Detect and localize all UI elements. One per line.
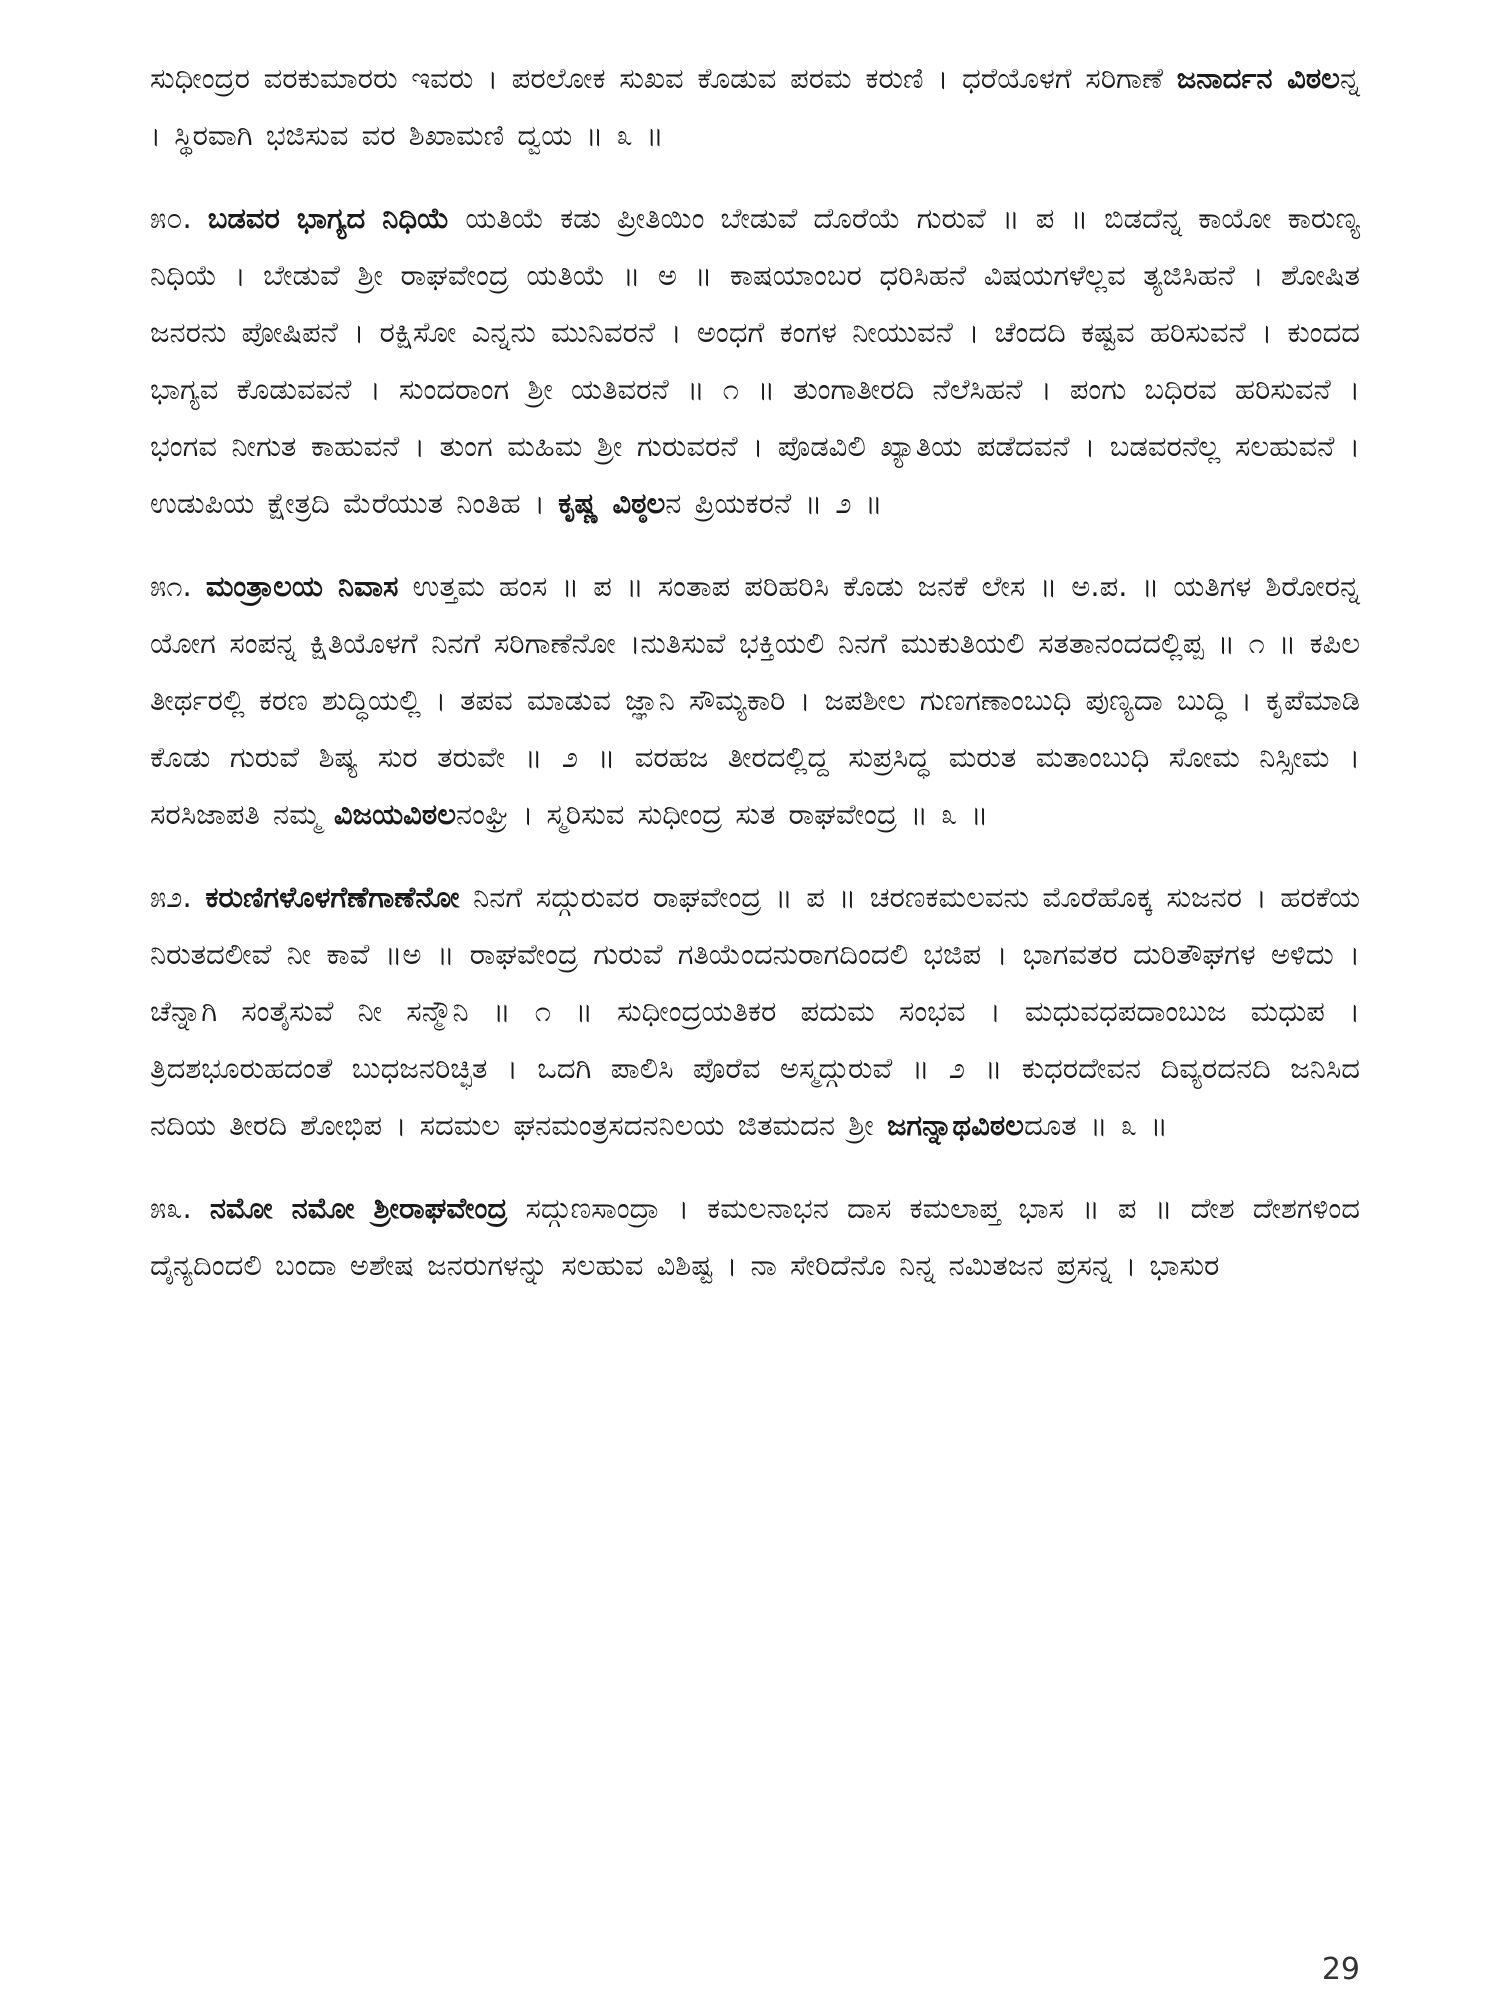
text-run: ದೂತ ॥ ೩ ॥ [1023, 1108, 1168, 1142]
text-run: ಸುಧೀಂದ್ರರ ವರಕುಮಾರರು ಇವರು । ಪರಲೋಕ ಸುಖವ ಕೊಡುವ ಪರಮ ಕರುಣಿ । ಧರೆಯೊಳಗೆ ಸರಿಗಾಣೆ [150, 61, 1177, 95]
paragraph [150, 869, 1360, 1154]
bold-text: ನಮೋ ನಮೋ ಶ್ರೀರಾಘವೇಂದ್ರ [209, 1191, 508, 1225]
text-run: ಉತ್ತಮ ಹಂಸ ॥ ಪ ॥ ಸಂತಾಪ ಪರಿಹರಿಸಿ ಕೊಡು ಜನಕೆ ಲೇಸ ॥ ಅ.ಪ. ॥ ಯತಿಗಳ ಶಿರೋರನ್ನ ಯೋಗ ಸಂಪನ್ನ ಕ್ಷಿತಿಯೊಳಗೆ ನಿನಗೆ ಸರಿಗಾಣೆನೋ ।ನುತಿಸುವೆ ಭಕ್ತಿಯಲಿ ನಿನಗೆ ಮುಕುತಿಯಲಿ ಸತತಾನಂದದಲ್ಲಿಪ್ಪ ॥ ೧ ॥ ಕಪಿಲ ತೀರ್ಥರಲ್ಲಿ ಕರಣ ಶುದ್ಧಿಯಲ್ಲಿ । ತಪವ ಮಾಡುವ ಜ್ಞಾನಿ ಸೌಮ್ಯಕಾರಿ । ಜಪಶೀಲ ಗುಣಗಣಾಂಬುಧಿ ಪುಣ್ಯದಾ ಬುದ್ಧಿ । ಕೃಪೆಮಾಡಿ ಕೊಡು ಗುರುವೆ ಶಿಷ್ಯ ಸುರ ತರುವೇ ॥ ೨ ॥ ವರಹಜ ತೀರದಲ್ಲಿದ್ದ ಸುಪ್ರಸಿದ್ಧ ಮರುತ ಮತಾಂಬುಧಿ ಸೋಮ ನಿಸ್ಸೀಮ । ಸರಸಿಜಾಪತಿ ನಮ್ಮ [150, 569, 1360, 831]
bold-text: ಜನಾರ್ದನ ವಿಠಲ [1176, 61, 1340, 95]
bold-text: ಮಂತ್ರಾಲಯ ನಿವಾಸ [205, 569, 399, 603]
text-run: ಸದ್ಗುಣಸಾಂದ್ರಾ । ಕಮಲನಾಭನ ದಾಸ ಕಮಲಾಪ್ತ ಭಾಸ ॥ ಪ ॥ ದೇಶ ದೇಶಗಳಿಂದ ದೈನ್ಯದಿಂದಲಿ ಬಂದಾ ಅಶೇಷ ಜನರುಗಳನ್ನು ಸಲಹುವ ವಿಶಿಷ್ಟ । ನಾ ಸೇರಿದೆನೊ ನಿನ್ನ ನಮಿತಜನ ಪ್ರಸನ್ನ । ಭಾಸುರ [150, 1191, 1361, 1282]
bold-text: ಬಡವರ ಭಾಗ್ಯದ ನಿಧಿಯೆ [207, 201, 450, 235]
text-run: ೫೦. [150, 201, 208, 235]
text-run: ಯತಿಯೆ ಕಡು ಪ್ರೀತಿಯಿಂ ಬೇಡುವೆ ದೊರೆಯೆ ಗುರುವೆ ॥ ಪ ॥ ಬಿಡದೆನ್ನ ಕಾಯೋ ಕಾರುಣ್ಯ ನಿಧಿಯೆ । ಬೇಡುವೆ ಶ್ರೀ ರಾಘವೇಂದ್ರ ಯತಿಯೆ ॥ ಅ ॥ ಕಾಷಯಾಂಬರ ಧರಿಸಿಹನೆ ವಿಷಯಗಳೆಲ್ಲವ ತ್ಯಜಿಸಿಹನೆ । ಶೋಷಿತ ಜನರನು ಪೋಷಿಪನೆ । ರಕ್ಷಿಸೋ ಎನ್ನನು ಮುನಿವರನೆ । ಅಂಧಗೆ ಕಂಗಳ ನೀಯುವನೆ । ಚೆಂದದಿ ಕಷ್ಟವ ಹರಿಸುವನೆ । ಕುಂದದ ಭಾಗ್ಯವ ಕೊಡುವವನೆ । ಸುಂದರಾಂಗ ಶ್ರೀ ಯತಿವರನೆ ॥ ೧ ॥ ತುಂಗಾತೀರದಿ ನೆಲೆಸಿಹನೆ । ಪಂಗು ಬಧಿರವ ಹರಿಸುವನೆ । ಭಂಗವ ನೀಗುತ ಕಾಹುವನೆ । ತುಂಗ ಮಹಿಮ ಶ್ರೀ ಗುರುವರನೆ । ಪೊಡವಿಲಿ ಖ್ಯಾತಿಯ ಪಡೆದವನೆ । ಬಡವರನೆಲ್ಲ ಸಲಹುವನೆ । ಉಡುಪಿಯ ಕ್ಷೇತ್ರದಿ ಮೆರೆಯುತ ನಿಂತಿಹ । [150, 201, 1360, 520]
bold-text: ವಿಜಯವಿಠಲ [333, 797, 457, 831]
bold-text: ಕರುಣಿಗಳೊಳಗೆಣೆಗಾಣೆನೋ [205, 880, 460, 914]
page-number: 29 [1321, 1952, 1360, 1987]
text-run: ೫೨. [150, 880, 206, 914]
paragraph [150, 50, 1360, 164]
text-run: ನಿನಗೆ ಸದ್ಗುರುವರ ರಾಘವೇಂದ್ರ ॥ ಪ ॥ ಚರಣಕಮಲವನು ಮೊರೆಹೊಕ್ಕ ಸುಜನರ । ಹರಕೆಯ ನಿರುತದಲೀವೆ ನೀ ಕಾವೆ ॥ಅ ॥ ರಾಘವೇಂದ್ರ ಗುರುವೆ ಗತಿಯೆಂದನುರಾಗದಿಂದಲಿ ಭಜಿಪ । ಭಾಗವತರ ದುರಿತೌಘಗಳ ಅಳಿದು । ಚೆನ್ನಾಗಿ ಸಂತೈಸುವೆ ನೀ ಸನ್ಮೌನಿ ॥ ೧ ॥ ಸುಧೀಂದ್ರಯತಿಕರ ಪದುಮ ಸಂಭವ । ಮಧುವಧಪದಾಂಬುಜ ಮಧುಪ । ತ್ರಿದಶಭೂರುಹದಂತೆ ಬುಧಜನರಿಚ್ಛಿತ । ಒದಗಿ ಪಾಲಿಸಿ ಪೊರೆವ ಅಸ್ಮದ್ಗುರುವೆ ॥ ೨ ॥ ಕುಧರದೇವನ ದಿವ್ಯರದನದಿ ಜನಿಸಿದ ನದಿಯ ತೀರದಿ ಶೋಭಿಪ । ಸದಮಲ ಘನಮಂತ್ರಸದನನಿಲಯ ಜಿತಮದನ ಶ್ರೀ [150, 880, 1361, 1142]
text-run: ನ್ನ । ಸ್ಥಿರವಾಗಿ ಭಜಿಸುವ ವರ ಶಿಖಾಮಣಿ ದ್ವಯ ॥ ೩ ॥ [150, 61, 1360, 152]
paragraph [150, 558, 1360, 843]
paragraph [150, 1180, 1360, 1294]
text-run: ನ ಪ್ರಿಯಕರನೆ ॥ ೨ ॥ [665, 486, 883, 520]
text-run: ೫೧. [150, 569, 206, 603]
bold-text: ಕೃಷ್ಣ ವಿಠ್ಠಲ [558, 486, 666, 520]
text-run: ೫೩. [150, 1191, 210, 1225]
paragraph [150, 190, 1360, 532]
document-page [150, 50, 1360, 1320]
text-run: ನಂಘ್ರಿ । ಸ್ಮರಿಸುವ ಸುಧೀಂದ್ರ ಸುತ ರಾಘವೇಂದ್ರ ॥ ೩ ॥ [456, 797, 989, 831]
bold-text: ಜಗನ್ನಾಥವಿಠಲ [886, 1108, 1024, 1142]
